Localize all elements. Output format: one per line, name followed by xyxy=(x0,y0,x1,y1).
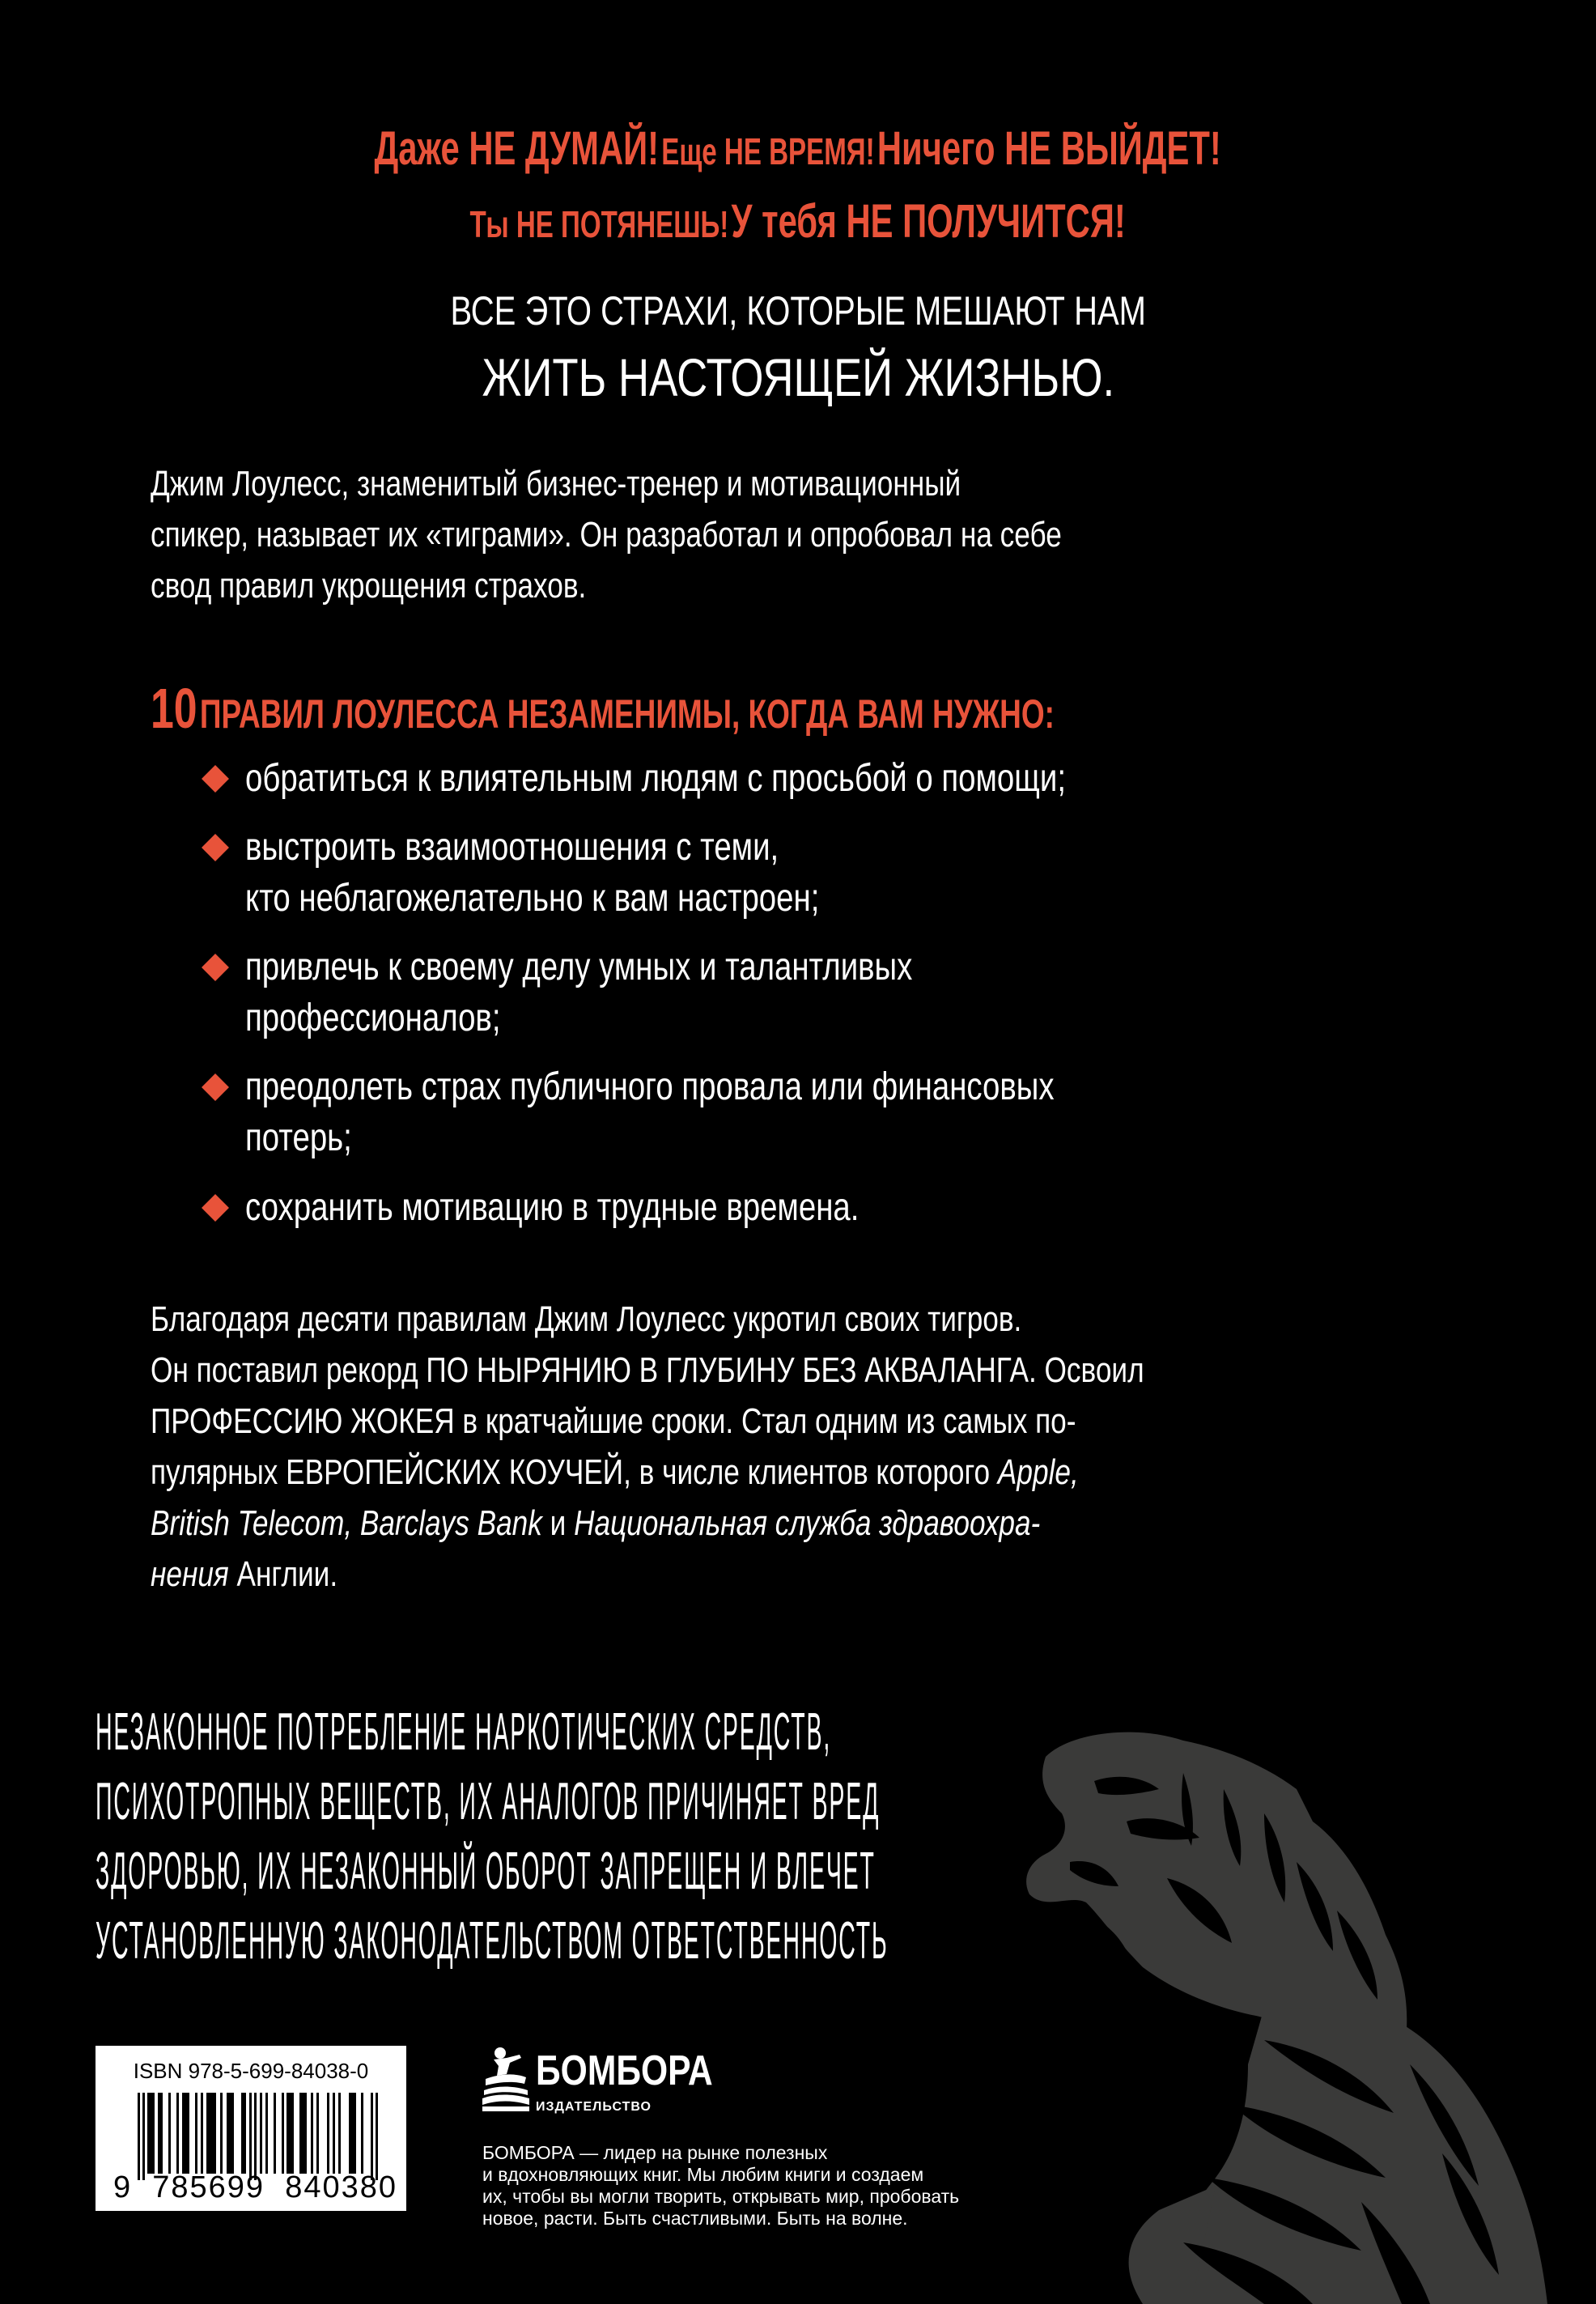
rules-heading-text: ПРАВИЛ ЛОУЛЕССА НЕЗАМЕНИМЫ, КОГДА ВАМ НУЖНО: xyxy=(199,691,1055,737)
barcode-icon xyxy=(138,2093,379,2180)
rule-text: кто неблагожелательно к вам настроен; xyxy=(245,877,820,920)
legal-warning-line: УСТАНОВЛЕННУЮ ЗАКОНОДАТЕЛЬСТВОМ ОТВЕТСТВЕННОСТЬ xyxy=(96,1911,889,1970)
tagline-phrase: У тебя НЕ ПОЛУЧИТСЯ! xyxy=(731,195,1127,248)
achievements-paragraph xyxy=(151,1294,1393,1600)
surfer-on-books-logo-icon xyxy=(482,2047,529,2113)
rule-text: обратиться к влиятельным людям с просьбой о помощи; xyxy=(245,757,1066,800)
intro-line: свод правил укрощения страхов. xyxy=(151,566,587,606)
intro-line: спикер, называет их «тиграми». Он разработал и опробовал на себе xyxy=(151,515,1062,555)
fears-line-2: ЖИТЬ НАСТОЯЩЕЙ ЖИЗНЬЮ. xyxy=(482,347,1114,407)
barcode-quiet-zone-mark: > xyxy=(407,2170,427,2204)
publisher-description-line: новое, расти. Быть счастливыми. Быть на волне. xyxy=(482,2208,908,2229)
legal-warning-line: НЕЗАКОННОЕ ПОТРЕБЛЕНИЕ НАРКОТИЧЕСКИХ СРЕДСТВ, xyxy=(96,1702,832,1762)
publisher-description-line: и вдохновляющих книг. Мы любим книги и создаем xyxy=(482,2164,924,2185)
rule-text: профессионалов; xyxy=(245,997,501,1039)
tagline-phrase: Ты НЕ ПОТЯНЕШЬ! xyxy=(469,203,729,245)
rule-text: преодолеть страх публичного провала или финансовых xyxy=(245,1065,1055,1108)
diamond-bullet-icon xyxy=(202,954,229,981)
legal-warning-line: ЗДОРОВЬЮ, ИХ НЕЗАКОННЫЙ ОБОРОТ ЗАПРЕЩЕН И ВЛЕЧЕТ xyxy=(96,1842,876,1901)
diamond-bullet-icon xyxy=(202,765,229,793)
tagline-line-1 xyxy=(0,121,1596,176)
rules-heading xyxy=(151,676,1055,741)
fears-line-1: ВСЕ ЭТО СТРАХИ, КОТОРЫЕ МЕШАЮТ НАМ xyxy=(450,288,1146,334)
rule-text: выстроить взаимоотношения с теми, xyxy=(245,826,779,869)
achievements-line: нения Англии. xyxy=(151,1554,338,1594)
legal-warning-line: ПСИХОТРОПНЫХ ВЕЩЕСТВ, ИХ АНАЛОГОВ ПРИЧИНЯЕТ ВРЕД xyxy=(96,1772,881,1831)
publisher-subtitle: ИЗДАТЕЛЬСТВО xyxy=(536,2100,652,2114)
diamond-bullet-icon xyxy=(202,1194,229,1222)
barcode-digits-right: 840380 xyxy=(285,2170,398,2204)
achievements-line: Благодаря десяти правилам Джим Лоулесс укротил своих тигров. xyxy=(151,1299,1022,1339)
rule-text: привлечь к своему делу умных и талантливых xyxy=(245,946,913,988)
rule-text: сохранить мотивацию в трудные времена. xyxy=(245,1186,860,1229)
barcode-digits-left: 785699 xyxy=(152,2170,265,2204)
rule-text: потерь; xyxy=(245,1116,352,1159)
achievements-line: Он поставил рекорд ПО НЫРЯНИЮ В ГЛУБИНУ БЕЗ АКВАЛАНГА. Освоил xyxy=(151,1350,1144,1390)
publisher-name: БОМБОРА xyxy=(536,2047,713,2094)
intro-line: Джим Лоулесс, знаменитый бизнес-тренер и мотивационный xyxy=(151,464,961,504)
tagline-phrase: Еще НЕ ВРЕМЯ! xyxy=(661,130,876,172)
achievements-line: пулярных ЕВРОПЕЙСКИХ КОУЧЕЙ, в числе клиентов которого Apple, xyxy=(151,1452,1079,1492)
publisher-description xyxy=(482,2142,959,2230)
tagline-phrase: Ничего НЕ ВЫЙДЕТ! xyxy=(877,122,1222,175)
legal-warning xyxy=(96,1696,1596,1975)
barcode-digits xyxy=(113,2170,427,2205)
isbn-barcode xyxy=(96,2046,427,2211)
tagline-phrase: Даже НЕ ДУМАЙ! xyxy=(374,122,660,175)
publisher-description-line: БОМБОРА — лидер на рынке полезных xyxy=(482,2142,828,2163)
diamond-bullet-icon xyxy=(202,1073,229,1101)
achievements-line: ПРОФЕССИЮ ЖОКЕЯ в кратчайшие сроки. Стал одним из самых по- xyxy=(151,1401,1076,1441)
publisher-description-line: их, чтобы вы могли творить, открывать мир, пробовать xyxy=(482,2186,960,2207)
achievements-line: British Telecom, Barclays Bank и Национальная служба здравоохра- xyxy=(151,1503,1041,1543)
rules-count: 10 xyxy=(151,677,197,740)
tagline-line-2 xyxy=(0,194,1596,249)
isbn-label: ISBN 978-5-699-84038-0 xyxy=(133,2059,369,2083)
intro-paragraph xyxy=(151,458,1289,611)
barcode-digit-lead: 9 xyxy=(113,2170,133,2204)
diamond-bullet-icon xyxy=(202,834,229,861)
